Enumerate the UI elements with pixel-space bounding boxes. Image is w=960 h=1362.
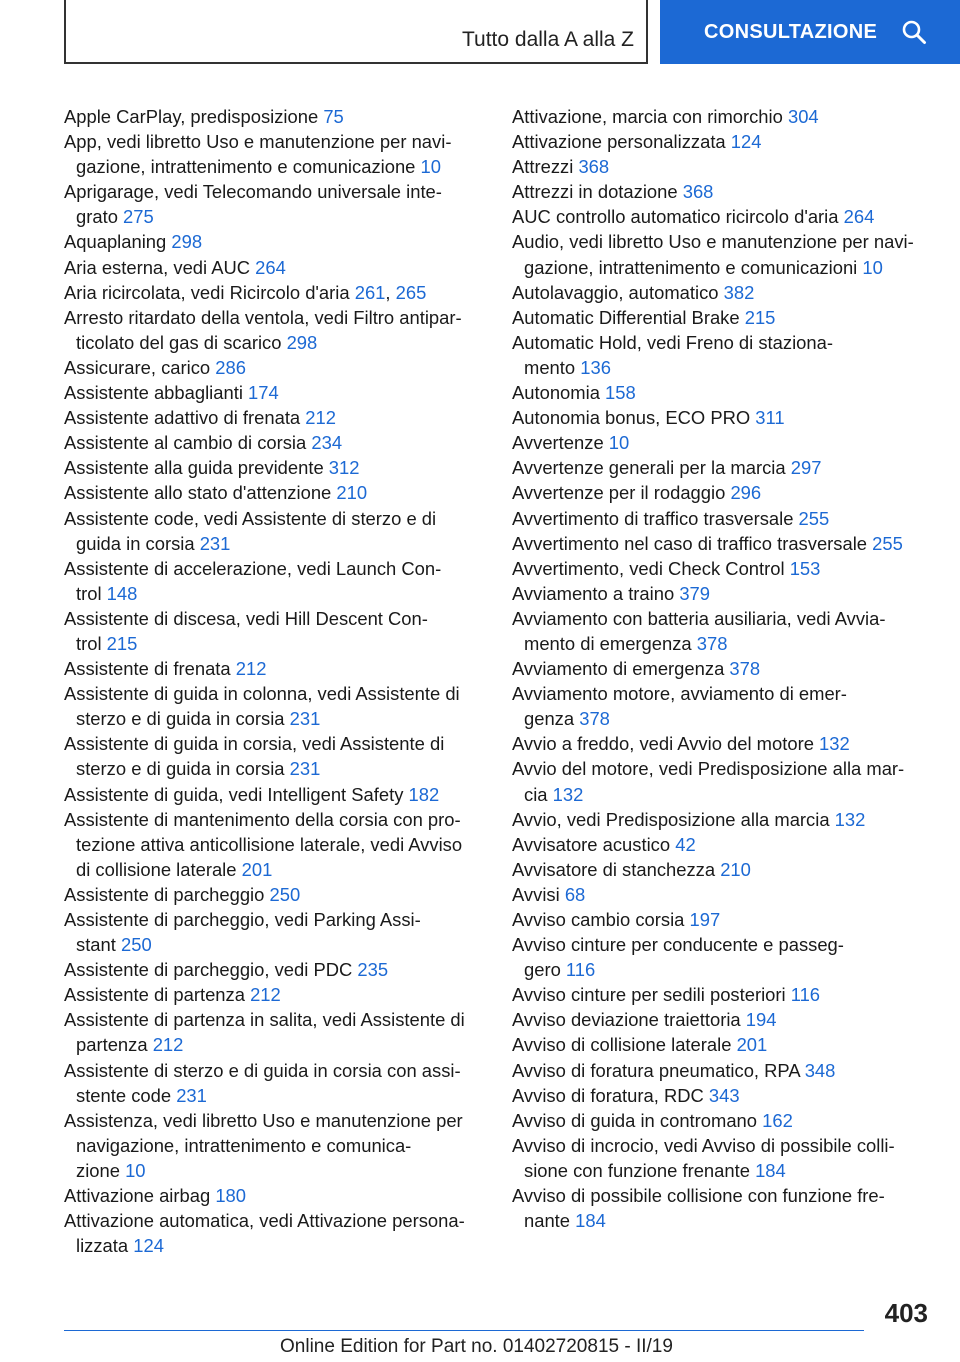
- entry-text: Apple CarPlay, predisposizione: [64, 106, 324, 127]
- page-link[interactable]: 132: [819, 733, 850, 755]
- entry-text: Assicurare, carico: [64, 356, 216, 378]
- page-link[interactable]: 250: [269, 883, 301, 905]
- entry-text: Avviso cinture per sedili posteriori: [512, 984, 791, 1006]
- entry-text: Aprigarage, vedi Telecomando universale inte- grato: [64, 181, 442, 228]
- index-entry: [512, 807, 932, 832]
- page-link[interactable]: 116: [565, 959, 596, 981]
- entry-text: Avvio, vedi Predisposizione alla marcia: [512, 808, 835, 830]
- page-link[interactable]: 212: [235, 658, 267, 680]
- index-entry: [512, 305, 932, 330]
- page-link[interactable]: 215: [744, 306, 776, 328]
- entry-text: Avvisatore di stanchezza: [512, 858, 721, 880]
- entry-text: Attivazione airbag: [64, 1185, 216, 1207]
- entry-text: Avvertenze per il rodaggio: [512, 482, 731, 504]
- index-entry: [64, 229, 484, 254]
- page-link[interactable]: 286: [215, 356, 246, 378]
- entry-text: Avvertimento di traffico trasversale: [512, 507, 799, 529]
- index-entry: [512, 179, 932, 204]
- section-label: Tutto dalla A alla Z: [462, 28, 634, 51]
- entry-text: Assistente di guida in colonna, vedi Assistente di sterzo e di guida in corsia: [64, 683, 460, 730]
- index-entry: [512, 556, 932, 581]
- index-entry: [64, 982, 484, 1007]
- page-link[interactable]: 132: [552, 783, 584, 805]
- entry-text: Assistenza, vedi libretto Uso e manutenzione per navigazione, intrattenimento e comunica- zione: [64, 1109, 463, 1181]
- entry-text: Assistente di partenza in salita, vedi Assistente di partenza: [64, 1009, 465, 1056]
- entry-text: Autolavaggio, automatico: [512, 281, 724, 303]
- page-link[interactable]: 231: [289, 708, 321, 730]
- index-entry: [64, 480, 484, 505]
- entry-text: Avviso di collisione laterale: [512, 1034, 737, 1056]
- index-entry: [512, 506, 932, 531]
- page-link[interactable]: 201: [241, 858, 273, 880]
- page-link[interactable]: 68: [564, 883, 586, 905]
- entry-text: Avviamento con batteria ausiliaria, vedi Avvia- mento di emergenza: [512, 607, 886, 654]
- page-link[interactable]: 162: [762, 1109, 793, 1131]
- index-entry: [64, 1208, 484, 1258]
- page-link[interactable]: 234: [311, 432, 343, 454]
- entry-text: Aria esterna, vedi AUC: [64, 256, 256, 278]
- index-entry: [512, 229, 932, 279]
- page-link[interactable]: 10: [862, 256, 883, 278]
- page-link[interactable]: 197: [689, 909, 721, 930]
- entry-text: AUC controllo automatico ricircolo d'aria: [512, 206, 844, 228]
- index-entry: [64, 556, 484, 606]
- index-entry: [512, 882, 932, 907]
- entry-text: Avviso di foratura, RDC: [512, 1084, 709, 1106]
- page-link[interactable]: 343: [708, 1084, 740, 1106]
- page-link[interactable]: 184: [575, 1210, 606, 1232]
- index-entry: [512, 531, 932, 556]
- index-entry: [512, 1058, 932, 1083]
- entry-text: Assistente abbaglianti: [64, 382, 249, 404]
- index-entry: [64, 656, 484, 681]
- entry-text: Autonomia bonus, ECO PRO: [512, 407, 756, 429]
- page-number: 403: [884, 1298, 928, 1328]
- index-entry: [512, 932, 932, 982]
- index-entry: [64, 255, 484, 280]
- page-link[interactable]: 255: [872, 532, 903, 554]
- page-link[interactable]: 304: [787, 106, 819, 127]
- entry-text: Aria ricircolata, vedi Ricircolo d'aria: [64, 281, 355, 303]
- index-entry: [64, 104, 484, 129]
- index-entry: [64, 907, 484, 957]
- page-separator: ,: [385, 281, 396, 303]
- index-entry: [64, 355, 484, 380]
- index-entry: [64, 280, 484, 305]
- page-link[interactable]: 348: [804, 1059, 836, 1081]
- page-link[interactable]: 116: [790, 984, 821, 1006]
- entry-text: Automatic Hold, vedi Freno di staziona- mento: [512, 331, 833, 378]
- page-link[interactable]: 250: [120, 934, 152, 956]
- index-entry: [512, 907, 932, 932]
- page-link[interactable]: 212: [250, 984, 281, 1006]
- index-entry: [512, 330, 932, 380]
- index-entry: [512, 1183, 932, 1233]
- entry-text: Audio, vedi libretto Uso e manutenzione per navi- gazione, intrattenimento e comunicazioni: [512, 231, 914, 278]
- entry-text: Avviamento motore, avviamento di emer- genza: [512, 683, 847, 730]
- entry-text: Assistente di parcheggio: [64, 883, 270, 905]
- index-entry: [512, 104, 932, 129]
- page-link[interactable]: 231: [199, 532, 231, 554]
- entry-text: Assistente di discesa, vedi Hill Descent Con- trol: [64, 607, 428, 654]
- entry-text: Assistente di frenata: [64, 658, 236, 680]
- index-entry: [64, 305, 484, 355]
- entry-text: Assistente di accelerazione, vedi Launch Con- trol: [64, 557, 442, 604]
- page-link[interactable]: 296: [730, 482, 762, 504]
- index-entry: [512, 1032, 932, 1057]
- page-link[interactable]: 153: [789, 557, 821, 579]
- entry-text: Automatic Differential Brake: [512, 306, 745, 328]
- entry-text: Assistente di parcheggio, vedi Parking Assi- stant: [64, 909, 421, 956]
- entry-text: Avvio del motore, vedi Predisposizione alla mar- cia: [512, 758, 905, 805]
- index-entry: [64, 430, 484, 455]
- index-entry: [64, 1183, 484, 1208]
- entry-text: Assistente di guida, vedi Intelligent Safety: [64, 783, 409, 805]
- index-entry: [512, 204, 932, 229]
- page-link[interactable]: 158: [605, 382, 636, 404]
- tab-label: CONSULTAZIONE: [704, 20, 878, 43]
- page-link[interactable]: 382: [723, 281, 755, 303]
- entry-text: Assistente di partenza: [64, 984, 251, 1006]
- page-link[interactable]: 210: [336, 482, 368, 504]
- index-entry: [64, 882, 484, 907]
- entry-text: Aquaplaning: [64, 231, 172, 253]
- page-link[interactable]: 136: [580, 356, 611, 378]
- page-link[interactable]: 174: [248, 382, 279, 404]
- entry-text: Assistente adattivo di frenata: [64, 407, 306, 429]
- page-link[interactable]: 255: [798, 507, 830, 529]
- index-entry: [512, 430, 932, 455]
- entry-text: Avviso di incrocio, vedi Avviso di possibile colli- sione con funzione frenante: [512, 1134, 895, 1181]
- entry-text: App, vedi libretto Uso e manutenzione per navi- gazione, intrattenimento e comunicazione: [64, 131, 452, 178]
- index-entry: [512, 1133, 932, 1183]
- entry-text: Avvisi: [512, 883, 565, 905]
- page-link[interactable]: 378: [696, 632, 728, 654]
- index-entry: [512, 756, 932, 806]
- page-link[interactable]: 231: [289, 758, 321, 780]
- entry-text: Avvisatore acustico: [512, 833, 676, 855]
- index-entry: [64, 731, 484, 781]
- page-link[interactable]: 379: [679, 582, 710, 604]
- entry-text: Assistente di guida in corsia, vedi Assistente di sterzo e di guida in corsia: [64, 733, 445, 780]
- index-entry: [512, 129, 932, 154]
- page-link[interactable]: 212: [152, 1034, 184, 1056]
- page-link[interactable]: 148: [106, 582, 138, 604]
- entry-text: Avviso di guida in contromano: [512, 1109, 763, 1131]
- page-link[interactable]: 311: [755, 407, 785, 429]
- index-entry: [64, 1007, 484, 1057]
- page-link[interactable]: 184: [755, 1159, 786, 1181]
- page-link[interactable]: 10: [608, 432, 630, 454]
- page-link[interactable]: 212: [305, 407, 336, 429]
- index-entry: [64, 1108, 484, 1183]
- entry-text: Avviamento a traino: [512, 582, 680, 604]
- index-entry: [512, 380, 932, 405]
- index-entry: [64, 606, 484, 656]
- index-entry: [512, 280, 932, 305]
- index-entry: [64, 807, 484, 882]
- page-link[interactable]: 180: [215, 1185, 246, 1207]
- index-entry: [64, 129, 484, 179]
- search-icon[interactable]: [901, 19, 927, 45]
- index-entry: [64, 1058, 484, 1108]
- index-entry: [64, 455, 484, 480]
- index-entry: [512, 832, 932, 857]
- page-link[interactable]: 132: [834, 808, 866, 830]
- index-entry: [512, 731, 932, 756]
- page-link[interactable]: 275: [123, 206, 154, 228]
- entry-text: Attivazione automatica, vedi Attivazione persona- lizzata: [64, 1210, 465, 1257]
- entry-text: Avviso cinture per conducente e passeg- gero: [512, 934, 844, 981]
- page-link[interactable]: 124: [133, 1235, 164, 1257]
- index-entry: [64, 179, 484, 229]
- page-link[interactable]: 261: [354, 281, 386, 303]
- entry-text: Avviso di possibile collisione con funzione fre- nante: [512, 1185, 885, 1232]
- index-column-left: [64, 104, 484, 1258]
- page-link[interactable]: 215: [106, 632, 138, 654]
- entry-text: Avviamento di emergenza: [512, 658, 730, 680]
- page-link[interactable]: 231: [176, 1084, 207, 1106]
- page-link[interactable]: 298: [171, 231, 203, 253]
- entry-text: Avvertenze generali per la marcia: [512, 457, 791, 479]
- consultazione-tab[interactable]: [660, 0, 960, 64]
- page-link[interactable]: 264: [255, 256, 286, 278]
- page-link[interactable]: 378: [729, 658, 761, 680]
- index-entry: [64, 957, 484, 982]
- entry-text: Avvertimento, vedi Check Control: [512, 557, 790, 579]
- index-entry: [512, 455, 932, 480]
- header-section-box: [64, 0, 648, 64]
- entry-text: Avvertenze: [512, 432, 609, 454]
- page-link[interactable]: 10: [420, 156, 441, 178]
- index-entry: [512, 656, 932, 681]
- page-link[interactable]: 298: [286, 331, 318, 353]
- entry-text: Attivazione, marcia con rimorchio: [512, 106, 788, 127]
- entry-text: Avviso cambio corsia: [512, 909, 690, 930]
- entry-text: Avvertimento nel caso di traffico trasversale: [512, 532, 873, 554]
- index-column-right: [512, 104, 932, 1233]
- page-link[interactable]: 42: [675, 833, 696, 855]
- entry-text: Attivazione personalizzata: [512, 131, 731, 153]
- entry-text: Arresto ritardato della ventola, vedi Filtro antipar- ticolato del gas di scarico: [64, 306, 462, 353]
- entry-text: Avvio a freddo, vedi Avvio del motore: [512, 733, 820, 755]
- index-entry: [512, 982, 932, 1007]
- entry-text: Assistente al cambio di corsia: [64, 432, 312, 454]
- index-entry: [64, 405, 484, 430]
- index-entry: [512, 480, 932, 505]
- index-entry: [512, 154, 932, 179]
- index-entry: [512, 857, 932, 882]
- entry-text: Autonomia: [512, 382, 606, 404]
- entry-text: Attrezzi in dotazione: [512, 181, 683, 203]
- page-link[interactable]: 124: [730, 131, 762, 153]
- index-entry: [512, 405, 932, 430]
- index-entry: [512, 581, 932, 606]
- page-link[interactable]: 235: [357, 959, 389, 981]
- page-link[interactable]: 312: [328, 457, 360, 479]
- page-link[interactable]: 10: [125, 1159, 146, 1181]
- entry-text: Assistente allo stato d'attenzione: [64, 482, 337, 504]
- entry-text: Avviso deviazione traiettoria: [512, 1009, 746, 1031]
- entry-text: Assistente di parcheggio, vedi PDC: [64, 959, 358, 981]
- entry-text: Avviso di foratura pneumatico, RPA: [512, 1059, 805, 1081]
- page-link[interactable]: 182: [408, 783, 440, 805]
- index-entry: [512, 1007, 932, 1032]
- page-link[interactable]: 297: [790, 457, 822, 479]
- page-link[interactable]: 265: [395, 281, 427, 303]
- entry-text: Assistente code, vedi Assistente di sterzo e di guida in corsia: [64, 507, 437, 554]
- footer-divider: [64, 1330, 864, 1331]
- index-entry: [64, 681, 484, 731]
- page-link[interactable]: 210: [720, 858, 751, 880]
- page-link[interactable]: 378: [579, 708, 610, 730]
- index-entry: [64, 380, 484, 405]
- index-entry: [512, 681, 932, 731]
- page-link[interactable]: 201: [736, 1034, 768, 1056]
- entry-text: Attrezzi: [512, 156, 579, 178]
- page-link[interactable]: 75: [323, 106, 344, 127]
- page-link[interactable]: 194: [745, 1009, 777, 1031]
- entry-text: Assistente di sterzo e di guida in corsia con assi- stente code: [64, 1059, 461, 1106]
- index-entry: [512, 606, 932, 656]
- edition-footer: Online Edition for Part no. 01402720815 - II/19: [280, 1336, 673, 1357]
- page-link[interactable]: 368: [578, 156, 610, 178]
- page-link[interactable]: 368: [682, 181, 714, 203]
- entry-text: Assistente alla guida previdente: [64, 457, 329, 479]
- page-link[interactable]: 264: [843, 206, 875, 228]
- index-entry: [512, 1108, 932, 1133]
- index-entry: [64, 506, 484, 556]
- index-entry: [64, 782, 484, 807]
- entry-text: Assistente di mantenimento della corsia con pro- tezione attiva anticollisione laterale, vedi Avviso di collisione laterale: [64, 808, 463, 880]
- index-entry: [512, 1083, 932, 1108]
